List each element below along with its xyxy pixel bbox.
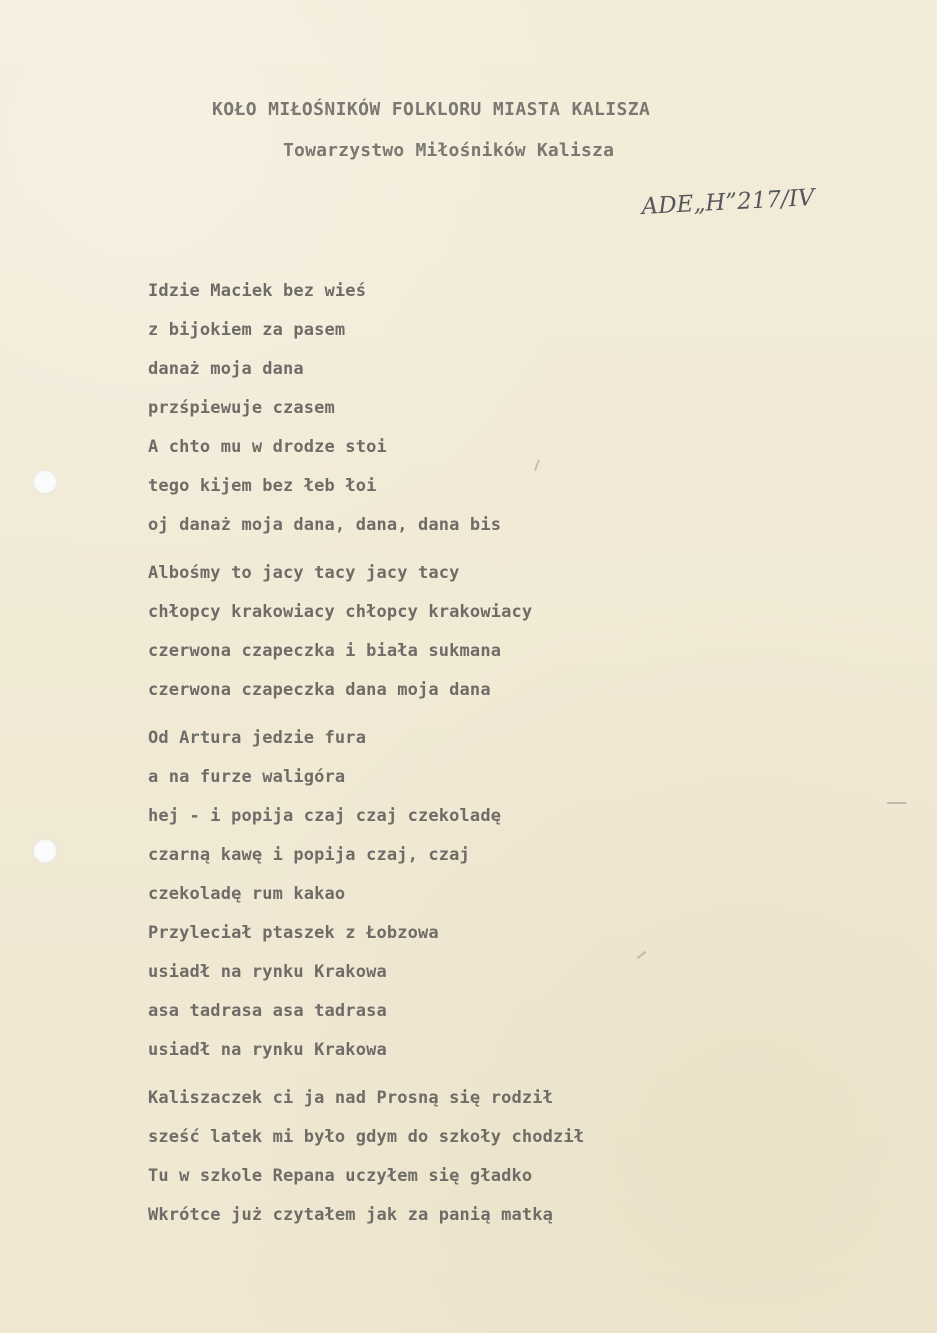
poem-line: Tu w szkole Repana uczyłem się gładko	[148, 1166, 533, 1186]
poem-line: a na furze waligóra	[148, 767, 346, 787]
stanza-4	[148, 1079, 708, 1235]
poem-line: chłopcy krakowiacy chłopcy krakowiacy	[148, 602, 533, 622]
poem-line: Od Artura jedzie fura	[148, 728, 367, 748]
stanza-3	[148, 719, 708, 1070]
stanza-1	[148, 272, 708, 545]
poem-line: czekoladę rum kakao	[148, 884, 346, 904]
poem-line: Kaliszaczek ci ja nad Prosną się rodził	[148, 1088, 554, 1108]
society-subtitle: Towarzystwo Miłośników Kalisza	[283, 140, 615, 161]
poem-line: tego kijem bez łeb łoi	[148, 476, 377, 496]
organization-title: KOŁO MIŁOŚNIKÓW FOLKLORU MIASTA KALISZA	[212, 99, 651, 120]
poem-line: czerwona czapeczka i biała sukmana	[148, 641, 502, 661]
poem-line: Przyleciał ptaszek z Łobzowa	[148, 923, 439, 943]
page-mark	[887, 802, 907, 804]
poem-text	[148, 272, 708, 1235]
punch-hole-top	[33, 470, 57, 494]
poem-line: Wkrótce już czytałem jak za panią matką	[148, 1205, 554, 1225]
poem-line: usiadł na rynku Krakowa	[148, 962, 387, 982]
poem-line: przśpiewuje czasem	[148, 398, 335, 418]
poem-line: sześć latek mi było gdym do szkoły chodził	[148, 1127, 585, 1147]
stanza-2	[148, 554, 708, 710]
punch-hole-bottom	[33, 839, 57, 863]
handwritten-archive-note: ADE„H”217/IV	[641, 184, 816, 220]
poem-line: danaż moja dana	[148, 359, 304, 379]
poem-line: Idzie Maciek bez wieś	[148, 281, 367, 301]
poem-line: czerwona czapeczka dana moja dana	[148, 680, 491, 700]
poem-line: usiadł na rynku Krakowa	[148, 1040, 387, 1060]
poem-line: oj danaż moja dana, dana, dana bis	[148, 515, 502, 535]
poem-line: hej - i popija czaj czaj czekoladę	[148, 806, 502, 826]
poem-line: asa tadrasa asa tadrasa	[148, 1001, 387, 1021]
poem-line: czarną kawę i popija czaj, czaj	[148, 845, 470, 865]
poem-line: z bijokiem za pasem	[148, 320, 346, 340]
poem-line: Albośmy to jacy tacy jacy tacy	[148, 563, 460, 583]
poem-line: A chto mu w drodze stoi	[148, 437, 387, 457]
